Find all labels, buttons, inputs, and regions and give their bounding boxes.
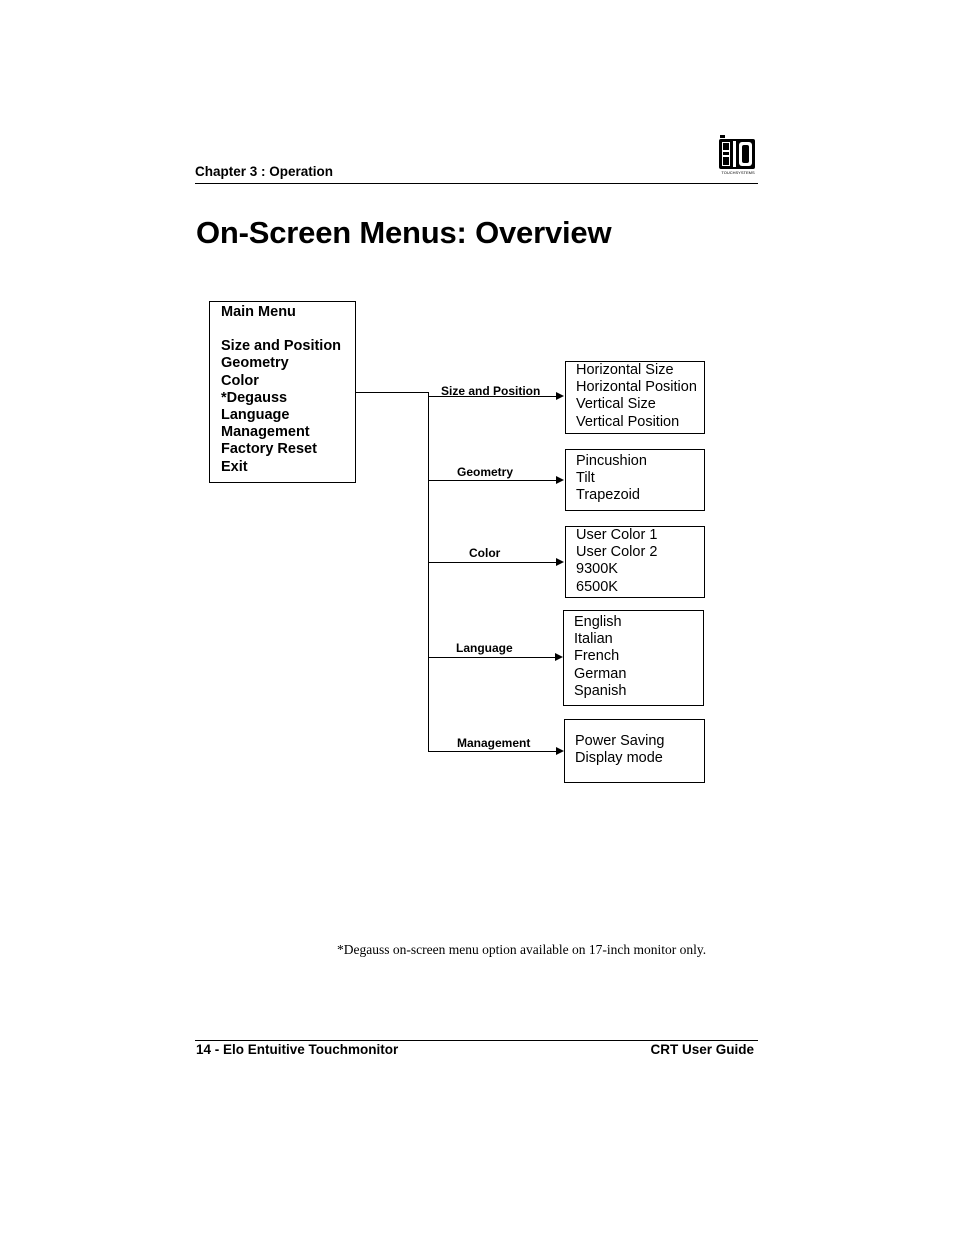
branch-line [428, 480, 557, 481]
branch-line [428, 562, 557, 563]
submenu-color [565, 526, 705, 598]
submenu-item: Horizontal Size [576, 362, 674, 378]
footer-left: 14 - Elo Entuitive Touchmonitor [196, 1042, 399, 1057]
arrow-icon [556, 747, 564, 755]
submenu-item: German [574, 665, 627, 682]
connector-trunk [428, 392, 429, 751]
submenu-item: Pincushion [576, 453, 647, 469]
branch-line [428, 751, 557, 752]
arrow-icon [555, 653, 563, 661]
main-menu-item: Exit [221, 458, 248, 475]
footer-right: CRT User Guide [650, 1042, 754, 1057]
submenu-item: Display mode [575, 750, 663, 767]
submenu-item: Vertical Position [576, 413, 680, 430]
submenu-item: Tilt [576, 470, 595, 487]
connector-main [356, 392, 429, 393]
submenu-item: User Color 1 [576, 527, 658, 543]
submenu-geometry [565, 449, 705, 511]
main-menu-item: Factory Reset [221, 441, 317, 458]
branch-label-language: Language [456, 641, 513, 655]
submenu-item: French [574, 648, 620, 665]
branch-label-geometry: Geometry [457, 465, 514, 479]
branch-label-color: Color [469, 546, 501, 560]
arrow-icon [556, 558, 564, 566]
submenu-item: Vertical Size [576, 396, 656, 413]
submenu-item: User Color 2 [576, 544, 658, 561]
logo-subtext: TOUCHSYSTEMS [721, 170, 755, 175]
header-rule [195, 183, 758, 184]
submenu-item: Power Saving [575, 733, 665, 749]
chapter-header: Chapter 3 : Operation [195, 164, 334, 179]
arrow-icon [556, 476, 564, 484]
submenu-item: 9300K [576, 561, 618, 578]
footnote: *Degauss on-screen menu option available on 17-inch monitor only. [337, 942, 707, 957]
submenu-item: Horizontal Position [576, 379, 697, 396]
submenu-item: Italian [574, 631, 613, 648]
main-menu-box [209, 301, 356, 483]
main-menu-heading: Main Menu [221, 304, 296, 320]
main-menu-item: Geometry [221, 355, 289, 372]
main-menu-item: Color [221, 372, 259, 389]
elo-logo-icon [718, 134, 758, 176]
submenu-item: English [574, 614, 622, 630]
main-menu-item: Language [221, 407, 290, 424]
arrow-icon [556, 392, 564, 400]
branch-line [428, 657, 556, 658]
main-menu-item: *Degauss [221, 389, 288, 406]
submenu-item: Spanish [574, 682, 627, 699]
branch-label-size-position: Size and Position [441, 384, 541, 398]
page-title: On-Screen Menus: Overview [196, 215, 612, 250]
submenu-item: Trapezoid [576, 487, 640, 504]
submenu-language [563, 610, 704, 706]
submenu-management [564, 719, 705, 783]
main-menu-item: Size and Position [221, 338, 342, 355]
main-menu-item: Management [221, 424, 310, 441]
submenu-item: 6500K [576, 578, 618, 595]
submenu-size-position [565, 361, 705, 434]
branch-label-management: Management [457, 736, 531, 750]
footer-rule [195, 1040, 758, 1041]
